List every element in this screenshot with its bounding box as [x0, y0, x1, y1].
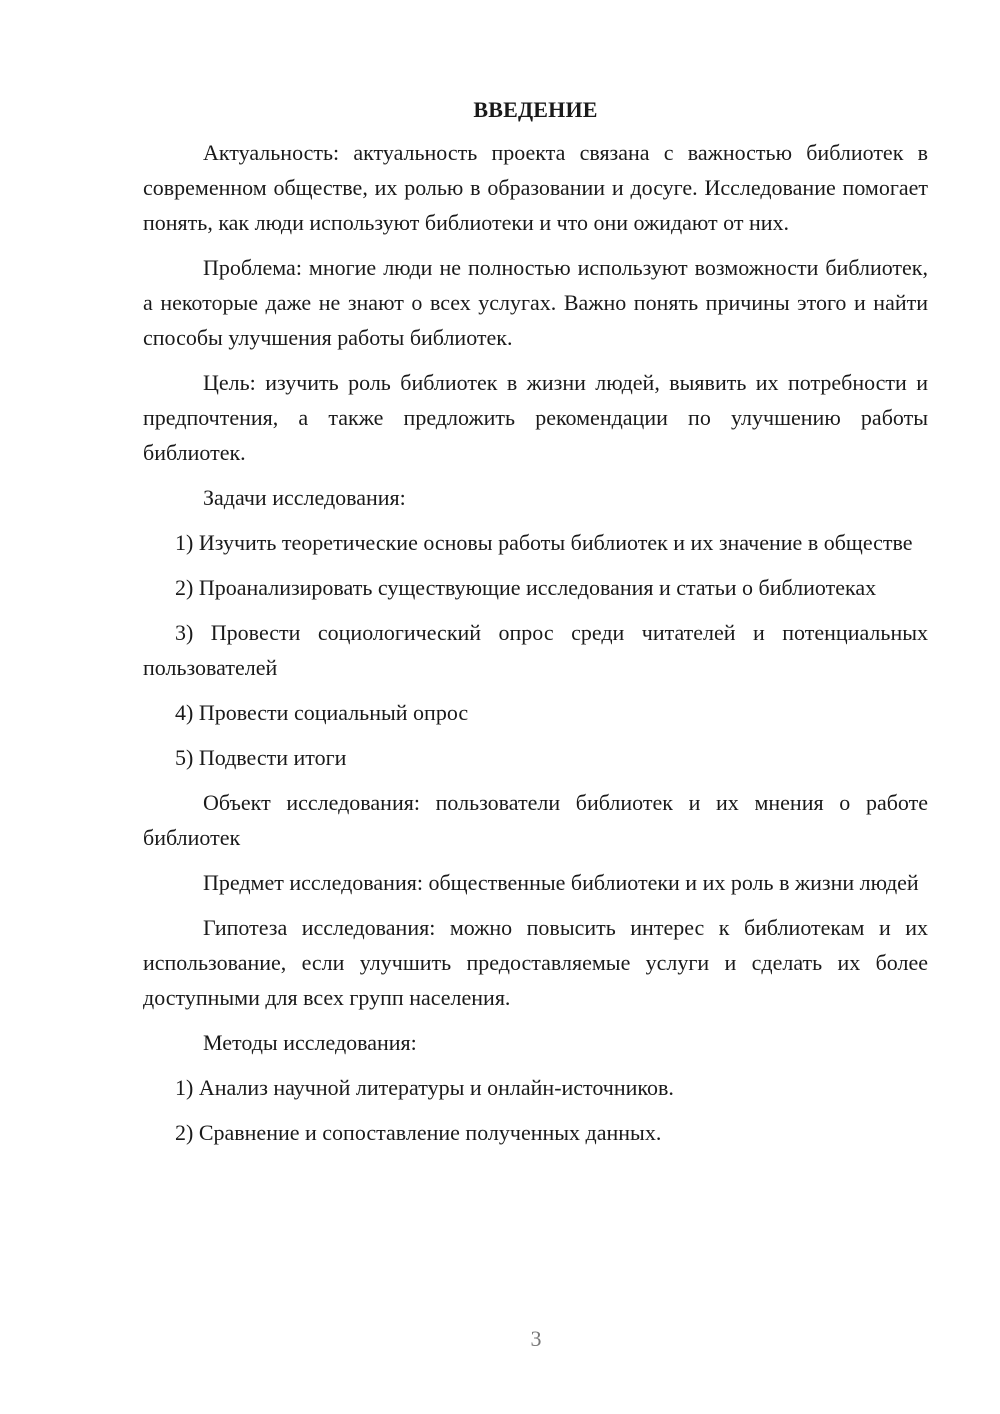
tasks-heading: Задачи исследования:: [203, 485, 406, 510]
task-item-4: 4) Провести социальный опрос: [175, 700, 469, 725]
paragraph-problem: Проблема: многие люди не полностью используют возможности библиотек, а некоторые даже не знают о всех услугах. Важно понять причины этого и найти способы улучшения работы библиотек.: [143, 255, 928, 350]
paragraph-relevance: Актуальность: актуальность проекта связана с важностью библиотек в современном обществе, их ролью в образовании и досуге. Исследование помогает понять, как люди используют библиотеки и что они ожидают от них.: [143, 140, 928, 235]
document-page: [143, 92, 928, 1150]
task-item-2: 2) Проанализировать существующие исследования и статьи о библиотеках: [175, 575, 877, 600]
paragraph-object: Объект исследования: пользователи библиотек и их мнения о работе библиотек: [143, 790, 928, 850]
section-title: ВВЕДЕНИЕ: [473, 97, 598, 122]
task-item-3: 3) Провести социологический опрос среди читателей и потенциальных пользователей: [143, 620, 928, 680]
paragraph-hypothesis: Гипотеза исследования: можно повысить интерес к библиотекам и их использование, если улучшить предоставляемые услуги и сделать их более доступными для всех групп населения.: [143, 915, 928, 1010]
task-item-5: 5) Подвести итоги: [175, 745, 347, 770]
method-item-1: 1) Анализ научной литературы и онлайн-источников.: [175, 1075, 674, 1100]
method-item-2: 2) Сравнение и сопоставление полученных данных.: [175, 1120, 662, 1145]
page-number: 3: [530, 1326, 542, 1351]
paragraph-subject: Предмет исследования: общественные библиотеки и их роль в жизни людей: [203, 870, 919, 895]
paragraph-goal: Цель: изучить роль библиотек в жизни людей, выявить их потребности и предпочтения, а также предложить рекомендации по улучшению работы библиотек.: [143, 370, 928, 465]
task-item-1: 1) Изучить теоретические основы работы библиотек и их значение в обществе: [175, 530, 913, 555]
methods-heading: Методы исследования:: [203, 1030, 417, 1055]
